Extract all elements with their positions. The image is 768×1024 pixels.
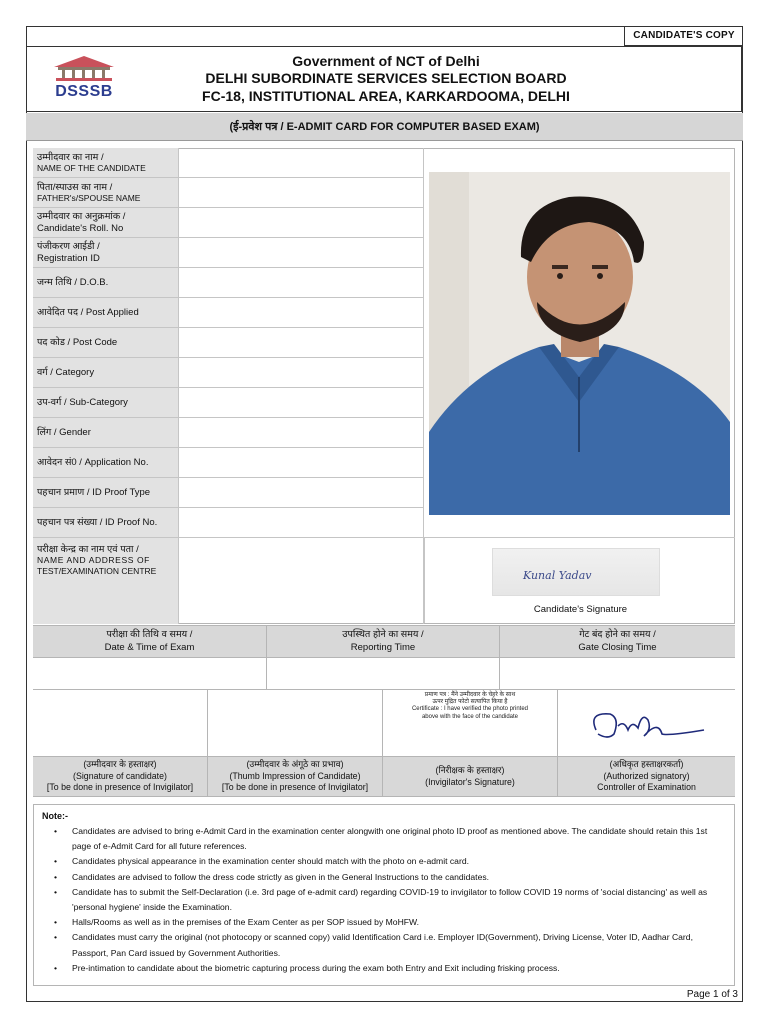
label-en: TEST/EXAMINATION CENTRE [37,565,157,576]
signature-labels [33,757,735,797]
label-hi: उम्मीदवार का नाम / [37,151,104,163]
field-label: पद कोड / Post Code [33,328,179,357]
field-row [33,388,423,418]
field-row-centre [33,538,423,624]
field-row [33,268,423,298]
label-en: Registration ID [37,252,100,264]
label-en: FATHER's/SPOUSE NAME [37,193,141,204]
field-value [179,148,423,177]
label-en: Candidate's Roll. No [37,222,124,234]
note-item: • Halls/Rooms as well as in the premises of the Exam Center as per SOP issued by MoHFW. [42,915,726,930]
label-en: (Signature of candidate) [73,770,167,781]
label-en: Gate Closing Time [578,641,657,653]
note-item: • Candidates are advised to bring e-Admit Card in the examination center alongwith one original photo ID proof as mentioned above. The candidate should retain this 1st page of e-Admit Card for all future references. [42,824,726,854]
field-row [33,208,423,238]
header-line-3: FC-18, INSTITUTIONAL AREA, KARKARDOOMA, DELHI [202,88,570,104]
header [26,46,743,112]
label-hi: (उम्मीदवार के अंगूठे का प्रभाव) [246,759,344,770]
label-hi: उम्मीदवार का अनुक्रमांक / [37,211,126,223]
gate-closing-value [500,658,735,689]
candidate-photo [429,172,730,515]
field-value [179,208,423,237]
note-item: • Candidates physical appearance in the examination center should match with the photo on e-admit card. [42,854,726,869]
header-line-1: Government of NCT of Delhi [292,53,480,69]
exam-date-value [33,658,267,689]
field-row [33,358,423,388]
photo-image [429,172,730,515]
label-hi: पंजीकरण आईडी / [37,241,100,253]
invigilator-certificate-cell [383,690,558,756]
note-item: • Candidates must carry the original (not photocopy or scanned copy) valid Identification Card i.e. Employer ID(Government), Driving License, Voter ID, Aadhar Card, Passport, Pan Card issued by Government Authorities. [42,930,726,960]
label-hi: परीक्षा की तिथि व समय / [106,628,193,640]
candidate-signature-image [492,548,660,596]
gate-closing-label [500,626,735,657]
notes-section [33,804,735,986]
certificate-hi-1: प्रमाण पत्र : मैंने उम्मीदवार के चेहरे के साथ [424,692,516,698]
thumb-impression-cell [208,690,383,756]
field-value [179,268,423,297]
label-hi: (उम्मीदवार के हस्ताक्षर) [83,759,157,770]
label-en: [To be done in presence of Invigilator] [221,782,369,793]
signature-caption: Candidate's Signature [533,604,628,615]
label-hi: गेट बंद होने का समय / [579,628,656,640]
label-en: NAME AND ADDRESS OF [37,555,150,566]
field-value [179,448,423,477]
field-value [179,298,423,327]
label-hi: परीक्षा केन्द्र का नाम एवं पता / [37,544,139,555]
note-item: • Candidate has to submit the Self-Declaration (i.e. 3rd page of e-admit card) regarding COVID-19 to invigilator to follow COVID 19 norms of 'social distancing' as well as 'personal hygiene' inside the Examination. [42,885,726,915]
field-value [179,328,423,357]
field-value [179,508,423,537]
exam-timing-values [33,658,735,690]
authorized-signature-cell [558,690,735,756]
note-item: • Pre-intimation to candidate about the biometric capturing process during the exam both Entry and Exit including frisking process. [42,961,726,976]
field-row [33,178,423,208]
label-hi: उपस्थित होने का समय / [342,628,424,640]
label-en: Reporting Time [350,641,416,653]
field-row [33,298,423,328]
field-label [33,178,179,207]
signature-row [33,690,735,757]
field-value [179,538,423,624]
field-label: पहचान पत्र संख्या / ID Proof No. [33,508,179,537]
field-label: आवेदन सं0 / Application No. [33,448,179,477]
copy-tag: CANDIDATE'S COPY [624,26,743,46]
label-hi: (निरीक्षक के हस्ताक्षर) [435,765,505,776]
field-label: लिंग / Gender [33,418,179,447]
authorized-signatory-label [558,757,735,796]
field-value [179,358,423,387]
label-en: NAME OF THE CANDIDATE [37,163,146,174]
field-row [33,478,423,508]
field-label [33,238,179,267]
reporting-time-value [267,658,500,689]
note-item: • Candidates are advised to follow the dress code strictly as given in the General Instructions to the candidates. [42,870,726,885]
exam-date-label [33,626,267,657]
label-hi: (अधिकृत हस्ताक्षरकर्ता) [609,759,684,770]
field-label: वर्ग / Category [33,358,179,387]
logo-text: DSSSB [55,83,113,100]
label-en: [To be done in presence of Invigilator] [46,782,194,793]
field-label: उप-वर्ग / Sub-Category [33,388,179,417]
header-line-2: DELHI SUBORDINATE SERVICES SELECTION BOARD [205,70,567,86]
field-value [179,178,423,207]
dsssb-logo [42,53,126,101]
notes-title: Note:- [42,811,68,821]
signature-box [424,537,735,623]
field-row [33,508,423,538]
authorized-signature-scribble [558,690,735,757]
field-row [33,148,423,178]
notes-list [42,824,726,976]
candidate-signature-cell [33,690,208,756]
label-en: (Thumb Impression of Candidate) [229,770,361,781]
field-value [179,478,423,507]
field-row [33,238,423,268]
thumb-impression-label [208,757,383,796]
signature-scribble [493,549,661,597]
signature-name: Kunal Yadav [523,569,592,582]
exam-timing-header [33,625,735,658]
field-label: आवेदित पद / Post Applied [33,298,179,327]
field-row [33,418,423,448]
invigilator-signature-label [383,757,558,796]
page-number: Page 1 of 3 [686,989,738,1000]
label-en: (Authorized signatory) [603,770,690,781]
field-label: जन्म तिथि / D.O.B. [33,268,179,297]
building-icon [48,55,120,81]
certificate-hi-2: ऊपर मुद्रित फोटो सत्यापित किया है [432,699,508,706]
field-row [33,448,423,478]
label-hi: पिता/स्पाउस का नाम / [37,181,113,193]
field-value [179,418,423,447]
field-value [179,388,423,417]
candidate-signature-label [33,757,208,796]
label-en: Controller of Examination [597,782,696,793]
label-en: (Invigilator's Signature) [425,776,515,787]
reporting-time-label [267,626,500,657]
field-value [179,238,423,267]
field-label [33,148,179,177]
label-en: Date & Time of Exam [104,641,195,653]
field-label: पहचान प्रमाण / ID Proof Type [33,478,179,507]
certificate-en-1: Certificate : I have verified the photo printed [411,706,529,713]
field-row [33,328,423,358]
field-label [33,538,179,624]
certificate-en-2: above with the face of the candidate [421,713,519,720]
field-label [33,208,179,237]
admit-card-title: (ई-प्रवेश पत्र / E-ADMIT CARD FOR COMPUTER BASED EXAM) [26,113,743,141]
